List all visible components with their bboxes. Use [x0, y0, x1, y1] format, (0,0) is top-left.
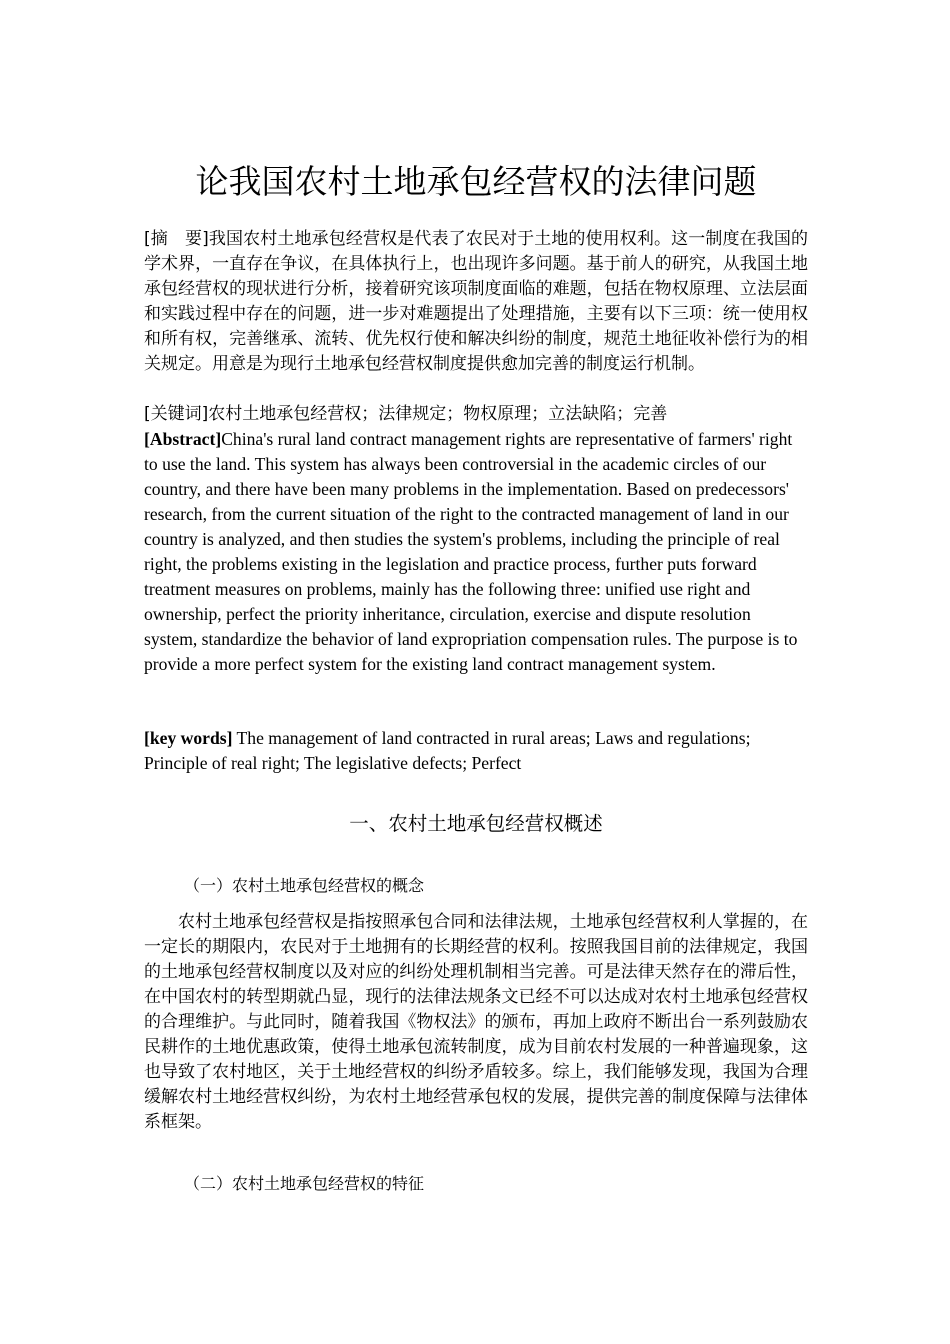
english-abstract [144, 427, 808, 677]
chinese-keywords [144, 402, 808, 427]
chinese-abstract-label: [摘 要] [144, 229, 209, 249]
chinese-keywords-text: 农村土地承包经营权；法律规定；物权原理；立法缺陷；完善 [208, 404, 668, 424]
chinese-abstract [144, 227, 808, 377]
english-keywords-text: The management of land contracted in rural areas; Laws and regulations; Principle of real right; The legislative defects; Perfect [144, 728, 751, 773]
paper-title: 论我国农村土地承包经营权的法律问题 [195, 162, 757, 201]
chinese-abstract-text: 我国农村土地承包经营权是代表了农民对于土地的使用权利。这一制度在我国的学术界，一直存在争议，在具体执行上，也出现许多问题。基于前人的研究，从我国土地承包经营权的现状进行分析，接着研究该项制度面临的难题，包括在物权原理、立法层面和实践过程中存在的问题，进一步对难题提出了处理措施，主要有以下三项：统一使用权和所有权，完善继承、流转、优先权行使和解决纠纷的制度，规范土地征收补偿行为的相关规定。用意是为现行土地承包经营权制度提供愈加完善的制度运行机制。 [144, 229, 809, 374]
english-abstract-text: China's rural land contract management rights are representative of farmers' right to use the land. This system has always been controversial in the academic circles of our country, and there have been many problems in the implementation. Based on predecessors' research, from the current situation of the right to the contracted management of land in our country is analyzed, and then studies the system's problems, including the principle of real right, the problems existing in the legislation and practice process, further puts forward treatment measures on problems, mainly has the following three: unified use right and ownership, perfect the priority inheritance, circulation, exercise and dispute resolution system, standardize the behavior of land expropriation compensation rules. The purpose is to provide a more perfect system for the existing land contract management system. [144, 429, 798, 674]
english-keywords [144, 726, 808, 776]
body-paragraph: 农村土地承包经营权是指按照承包合同和法律法规，土地承包经营权利人掌握的，在一定长的期限内，农民对于土地拥有的长期经营的权利。按照我国目前的法律规定，我国的土地承包经营权制度以及对应的纠纷处理机制相当完善。可是法律天然存在的滞后性，在中国农村的转型期就凸显，现行的法律法规条文已经不可以达成对农村土地承包经营权的合理维护。与此同时，随着我国《物权法》的颁布，再加上政府不断出台一系列鼓励农民耕作的土地优惠政策，使得土地承包流转制度，成为目前农村发展的一种普遍现象，这也导致了农村地区，关于土地经营权的纠纷矛盾较多。综上，我们能够发现，我国为合理缓解农村土地经营权纠纷，为农村土地经营承包权的发展，提供完善的制度保障与法律体系框架。 [144, 912, 808, 1132]
subsection-heading-features: （二）农村土地承包经营权的特征 [184, 1174, 425, 1193]
english-keywords-label: [key words] [144, 728, 233, 748]
subsection-heading-concept: （一）农村土地承包经营权的概念 [184, 876, 425, 895]
english-abstract-label: [Abstract] [144, 429, 222, 449]
section-heading: 一、农村土地承包经营权概述 [349, 812, 603, 835]
chinese-keywords-label: [关键词] [144, 404, 209, 424]
